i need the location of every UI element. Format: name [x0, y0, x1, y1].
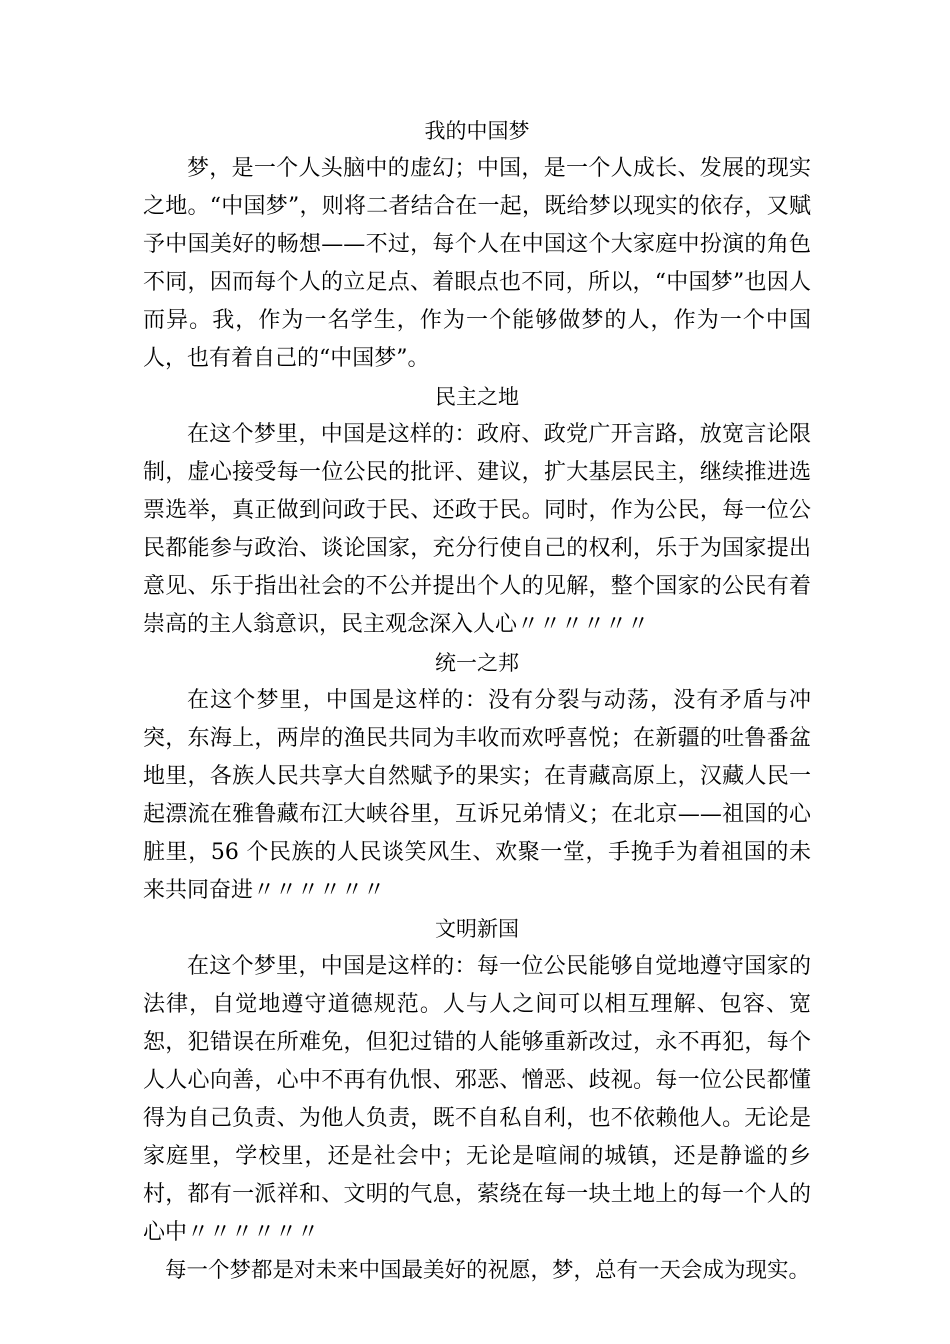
intro-paragraph: 梦，是一个人头脑中的虚幻；中国，是一个人成长、发展的现实之地。“中国梦”，则将二者结合在一起，既给梦以现实的依存，又赋予中国美好的畅想——不过，每个人在中国这个大家庭中扮演的角色不同，因而每个人的立足点、着眼点也不同，所以，“中国梦”也因人而异。我，作为一名学生，作为一个能够做梦的人，作为一个中国人，也有着自己的“中国梦”。: [143, 156, 811, 371]
closing-paragraph: 每一个梦都是对未来中国最美好的祝愿，梦，总有一天会成为现实。: [165, 1258, 811, 1283]
document-title: 我的中国梦: [424, 119, 530, 143]
section-body-unity: 在这个梦里，中国是这样的：没有分裂与动荡，没有矛盾与冲突，东海上，两岸的渔民共同为丰收而欢呼喜悦；在新疆的吐鲁番盆地里，各族人民共享大自然赋予的果实；在青藏高原上，汉藏人民一起漂流在雅鲁藏布江大峡谷里，互诉兄弟情义；在北京——祖国的心脏里，56 个民族的人民谈笑风生、欢聚一堂，手挽手为着祖国的未来共同奋进〃〃〃〃〃〃: [143, 688, 811, 903]
section-heading-civilization: 文明新国: [435, 917, 519, 941]
section-body-democracy: 在这个梦里，中国是这样的：政府、政党广开言路，放宽言论限制，虚心接受每一位公民的批评、建议，扩大基层民主，继续推进选票选举，真正做到问政于民、还政于民。同时，作为公民，每一位公民都能参与政治、谈论国家，充分行使自己的权利，乐于为国家提出意见、乐于指出社会的不公并提出个人的见解，整个国家的公民有着崇高的主人翁意识，民主观念深入人心〃〃〃〃〃〃: [143, 422, 811, 637]
section-body-civilization: 在这个梦里，中国是这样的：每一位公民能够自觉地遵守国家的法律，自觉地遵守道德规范。人与人之间可以相互理解、包容、宽恕，犯错误在所难免，但犯过错的人能够重新改过，永不再犯，每个人人心向善，心中不再有仇恨、邪恶、憎恶、歧视。每一位公民都懂得为自己负责、为他人负责，既不自私自利，也不依赖他人。无论是家庭里，学校里，还是社会中；无论是喧闹的城镇，还是静谧的乡村，都有一派祥和、文明的气息，萦绕在每一块土地上的每一个人的心中〃〃〃〃〃〃: [143, 954, 811, 1245]
document-page: [143, 112, 811, 1290]
section-heading-democracy: 民主之地: [435, 385, 519, 409]
section-heading-unity: 统一之邦: [435, 651, 519, 675]
